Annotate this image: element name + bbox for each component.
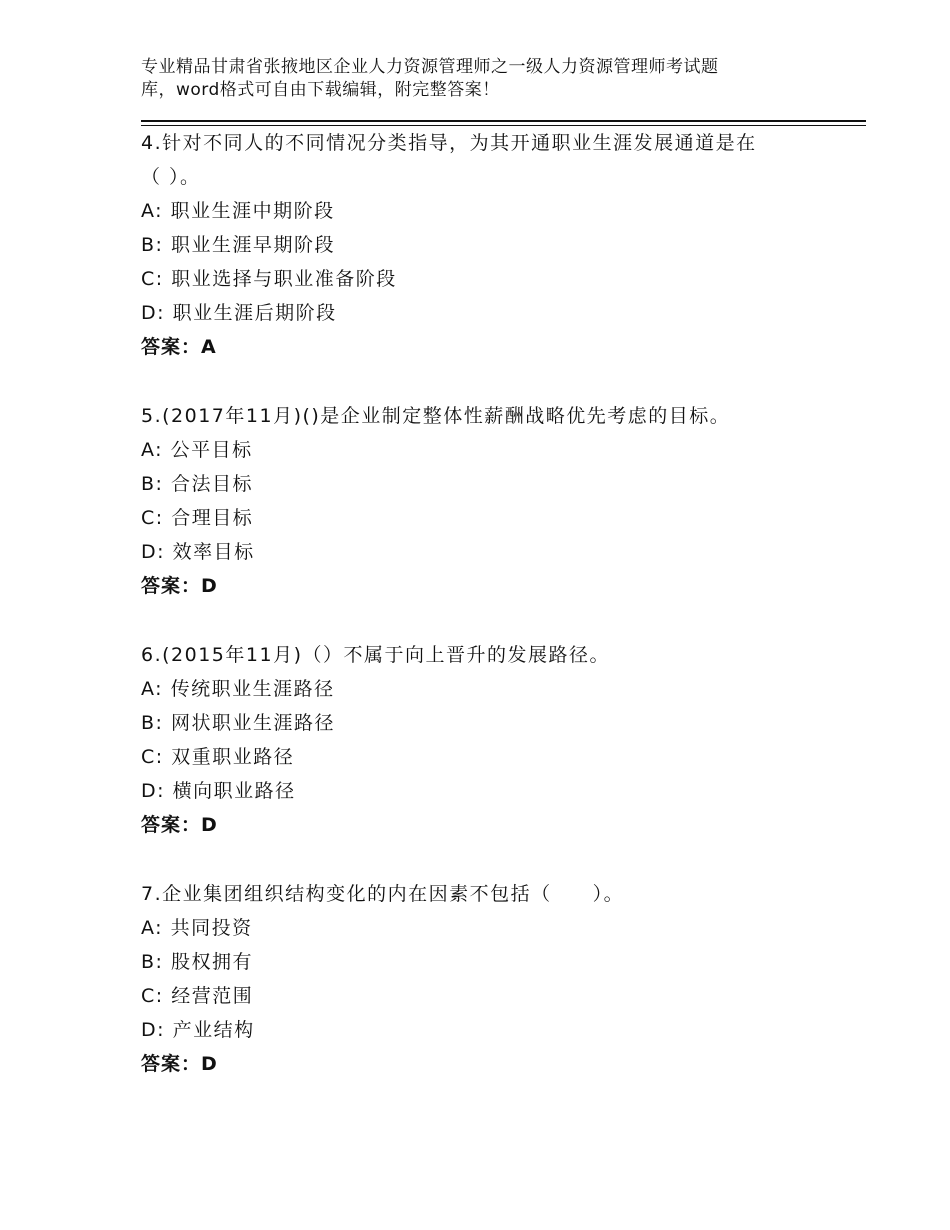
- option-d: D: 职业生涯后期阶段: [141, 302, 337, 324]
- question-5: [141, 399, 861, 603]
- question-stem: 4.针对不同人的不同情况分类指导，为其开通职业生涯发展通道是在: [141, 132, 757, 154]
- option-d: D: 横向职业路径: [141, 780, 296, 802]
- answer-label: 答案：A: [141, 336, 217, 358]
- option-a: A: 职业生涯中期阶段: [141, 200, 335, 222]
- answer-label: 答案：D: [141, 814, 218, 836]
- option-b: B: 职业生涯早期阶段: [141, 234, 335, 256]
- option-a: A: 共同投资: [141, 917, 253, 939]
- question-stem: 6.(2015年11月)（）不属于向上晋升的发展路径。: [141, 644, 610, 666]
- question-stem: 7.企业集团组织结构变化的内在因素不包括（ ）。: [141, 883, 625, 905]
- option-c: C: 双重职业路径: [141, 746, 295, 768]
- header-line-2: 库，word格式可自由下载编辑，附完整答案！: [141, 80, 500, 100]
- option-b: B: 网状职业生涯路径: [141, 712, 335, 734]
- option-c: C: 经营范围: [141, 985, 254, 1007]
- option-b: B: 合法目标: [141, 473, 253, 495]
- option-a: A: 传统职业生涯路径: [141, 678, 335, 700]
- option-b: B: 股权拥有: [141, 951, 253, 973]
- option-d: D: 产业结构: [141, 1019, 255, 1041]
- header-divider-thick: [141, 120, 866, 122]
- option-a: A: 公平目标: [141, 439, 253, 461]
- header-line-1: 专业精品甘肃省张掖地区企业人力资源管理师之一级人力资源管理师考试题: [141, 57, 719, 77]
- option-d: D: 效率目标: [141, 541, 255, 563]
- question-4: [141, 126, 861, 364]
- option-c: C: 职业选择与职业准备阶段: [141, 268, 397, 290]
- document-header: [141, 56, 861, 102]
- question-stem-continuation: （ ）。: [141, 166, 201, 188]
- answer-label: 答案：D: [141, 575, 218, 597]
- question-6: [141, 638, 861, 842]
- option-c: C: 合理目标: [141, 507, 254, 529]
- answer-label: 答案：D: [141, 1053, 218, 1075]
- question-stem: 5.(2017年11月)()是企业制定整体性薪酬战略优先考虑的目标。: [141, 405, 731, 427]
- question-7: [141, 877, 861, 1081]
